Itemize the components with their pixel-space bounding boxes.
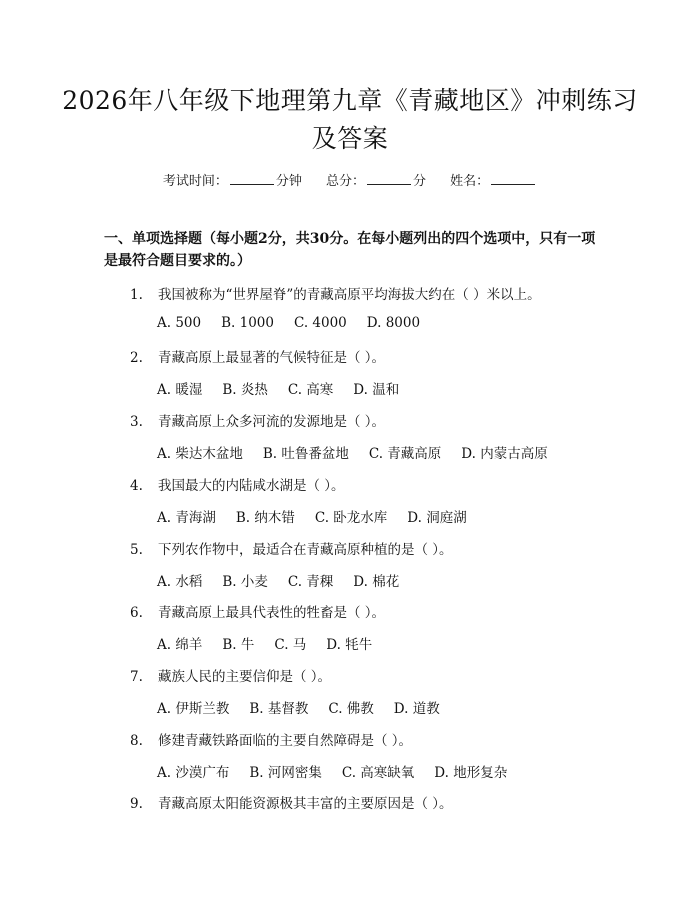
option-b: B. 小麦	[222, 574, 268, 590]
option-d: D. 洞庭湖	[407, 510, 467, 526]
question-number: 7.	[130, 669, 143, 685]
question-6-options	[157, 633, 392, 653]
question-5-options	[157, 570, 419, 590]
question-number: 2.	[130, 350, 143, 366]
option-d: D. 8000	[366, 315, 421, 331]
question-text: 青藏高原上众多河流的发源地是（ ）。	[158, 414, 386, 430]
option-a: A. 暖湿	[157, 382, 203, 398]
option-a: A. 柴达木盆地	[157, 446, 243, 462]
question-text: 青藏高原上最具代表性的牲畜是（ ）。	[158, 605, 386, 621]
option-c: C. 佛教	[328, 701, 374, 717]
question-text: 青藏高原太阳能资源极其丰富的主要原因是（ ）。	[158, 796, 453, 812]
question-1-options	[157, 315, 440, 331]
score-blank	[367, 172, 411, 185]
option-b: B. 纳木错	[235, 510, 295, 526]
question-text: 我国被称为“世界屋脊”的青藏高原平均海拔大约在（ ）米以上。	[158, 287, 541, 303]
question-7-options	[157, 697, 460, 717]
option-d: D. 棉花	[353, 574, 400, 590]
question-4-options	[157, 506, 487, 526]
option-c: C. 4000	[293, 315, 347, 331]
question-7	[130, 665, 331, 685]
question-number: 3.	[130, 414, 143, 430]
question-2	[130, 346, 385, 366]
name-blank	[491, 172, 535, 185]
question-number: 8.	[130, 733, 143, 749]
option-d: D. 地形复杂	[434, 765, 508, 781]
exam-time	[163, 174, 306, 189]
page-title: 2026年八年级下地理第九章《青藏地区》冲刺练习及答案	[62, 86, 638, 153]
exam-score	[326, 174, 430, 189]
question-text: 修建青藏铁路面临的主要自然障碍是（ ）。	[158, 733, 413, 749]
option-c: C. 马	[274, 637, 307, 653]
question-3-options	[157, 442, 568, 462]
option-a: A. 青海湖	[157, 510, 216, 526]
question-number: 6.	[130, 605, 143, 621]
option-b: B. 牛	[222, 637, 255, 653]
question-3	[130, 410, 385, 430]
question-2-options	[157, 378, 419, 398]
option-b: B. 炎热	[222, 382, 268, 398]
score-unit: 分	[413, 174, 427, 189]
exam-meta	[0, 170, 700, 189]
option-a: A. 500	[157, 315, 202, 331]
option-a: A. 伊斯兰教	[157, 701, 230, 717]
option-b: B. 吐鲁番盆地	[262, 446, 349, 462]
option-b: B. 基督教	[249, 701, 309, 717]
question-6	[130, 601, 385, 621]
time-blank	[230, 172, 274, 185]
question-8	[130, 729, 412, 749]
option-a: A. 水稻	[157, 574, 203, 590]
question-number: 1.	[130, 287, 143, 303]
option-c: C. 卧龙水库	[314, 510, 388, 526]
option-a: A. 绵羊	[157, 637, 203, 653]
score-label: 总分：	[325, 174, 365, 189]
question-number: 4.	[130, 478, 143, 494]
question-1	[130, 283, 541, 303]
name-label: 姓名：	[450, 174, 490, 189]
question-text: 藏族人民的主要信仰是（ ）。	[158, 669, 332, 685]
question-5	[130, 538, 453, 558]
time-unit: 分钟	[275, 174, 302, 189]
exam-name	[450, 174, 537, 189]
option-c: C. 高寒	[287, 382, 334, 398]
option-c: C. 青藏高原	[368, 446, 442, 462]
option-b: B. 1000	[221, 315, 274, 331]
option-a: A. 沙漠广布	[157, 765, 230, 781]
option-c: C. 青稞	[287, 574, 334, 590]
option-c: C. 高寒缺氧	[341, 765, 415, 781]
option-d: D. 道教	[393, 701, 440, 717]
time-label: 考试时间：	[162, 174, 228, 189]
option-d: D. 内蒙古高原	[461, 446, 548, 462]
question-number: 9.	[130, 796, 143, 812]
question-text: 青藏高原上最显著的气候特征是（ ）。	[158, 350, 386, 366]
question-8-options	[157, 761, 527, 781]
section-heading: 一、单项选择题（每小题2分，共30分。在每小题列出的四个选项中，只有一项是最符合题目要求的。）	[104, 231, 596, 269]
option-b: B. 河网密集	[249, 765, 322, 781]
question-4	[130, 474, 345, 494]
option-d: D. 温和	[353, 382, 400, 398]
question-text: 我国最大的内陆咸水湖是（ ）。	[158, 478, 345, 494]
option-d: D. 牦牛	[326, 637, 373, 653]
question-number: 5.	[130, 542, 143, 558]
question-text: 下列农作物中，最适合在青藏高原种植的是（ ）。	[158, 542, 453, 558]
question-9	[130, 792, 453, 812]
